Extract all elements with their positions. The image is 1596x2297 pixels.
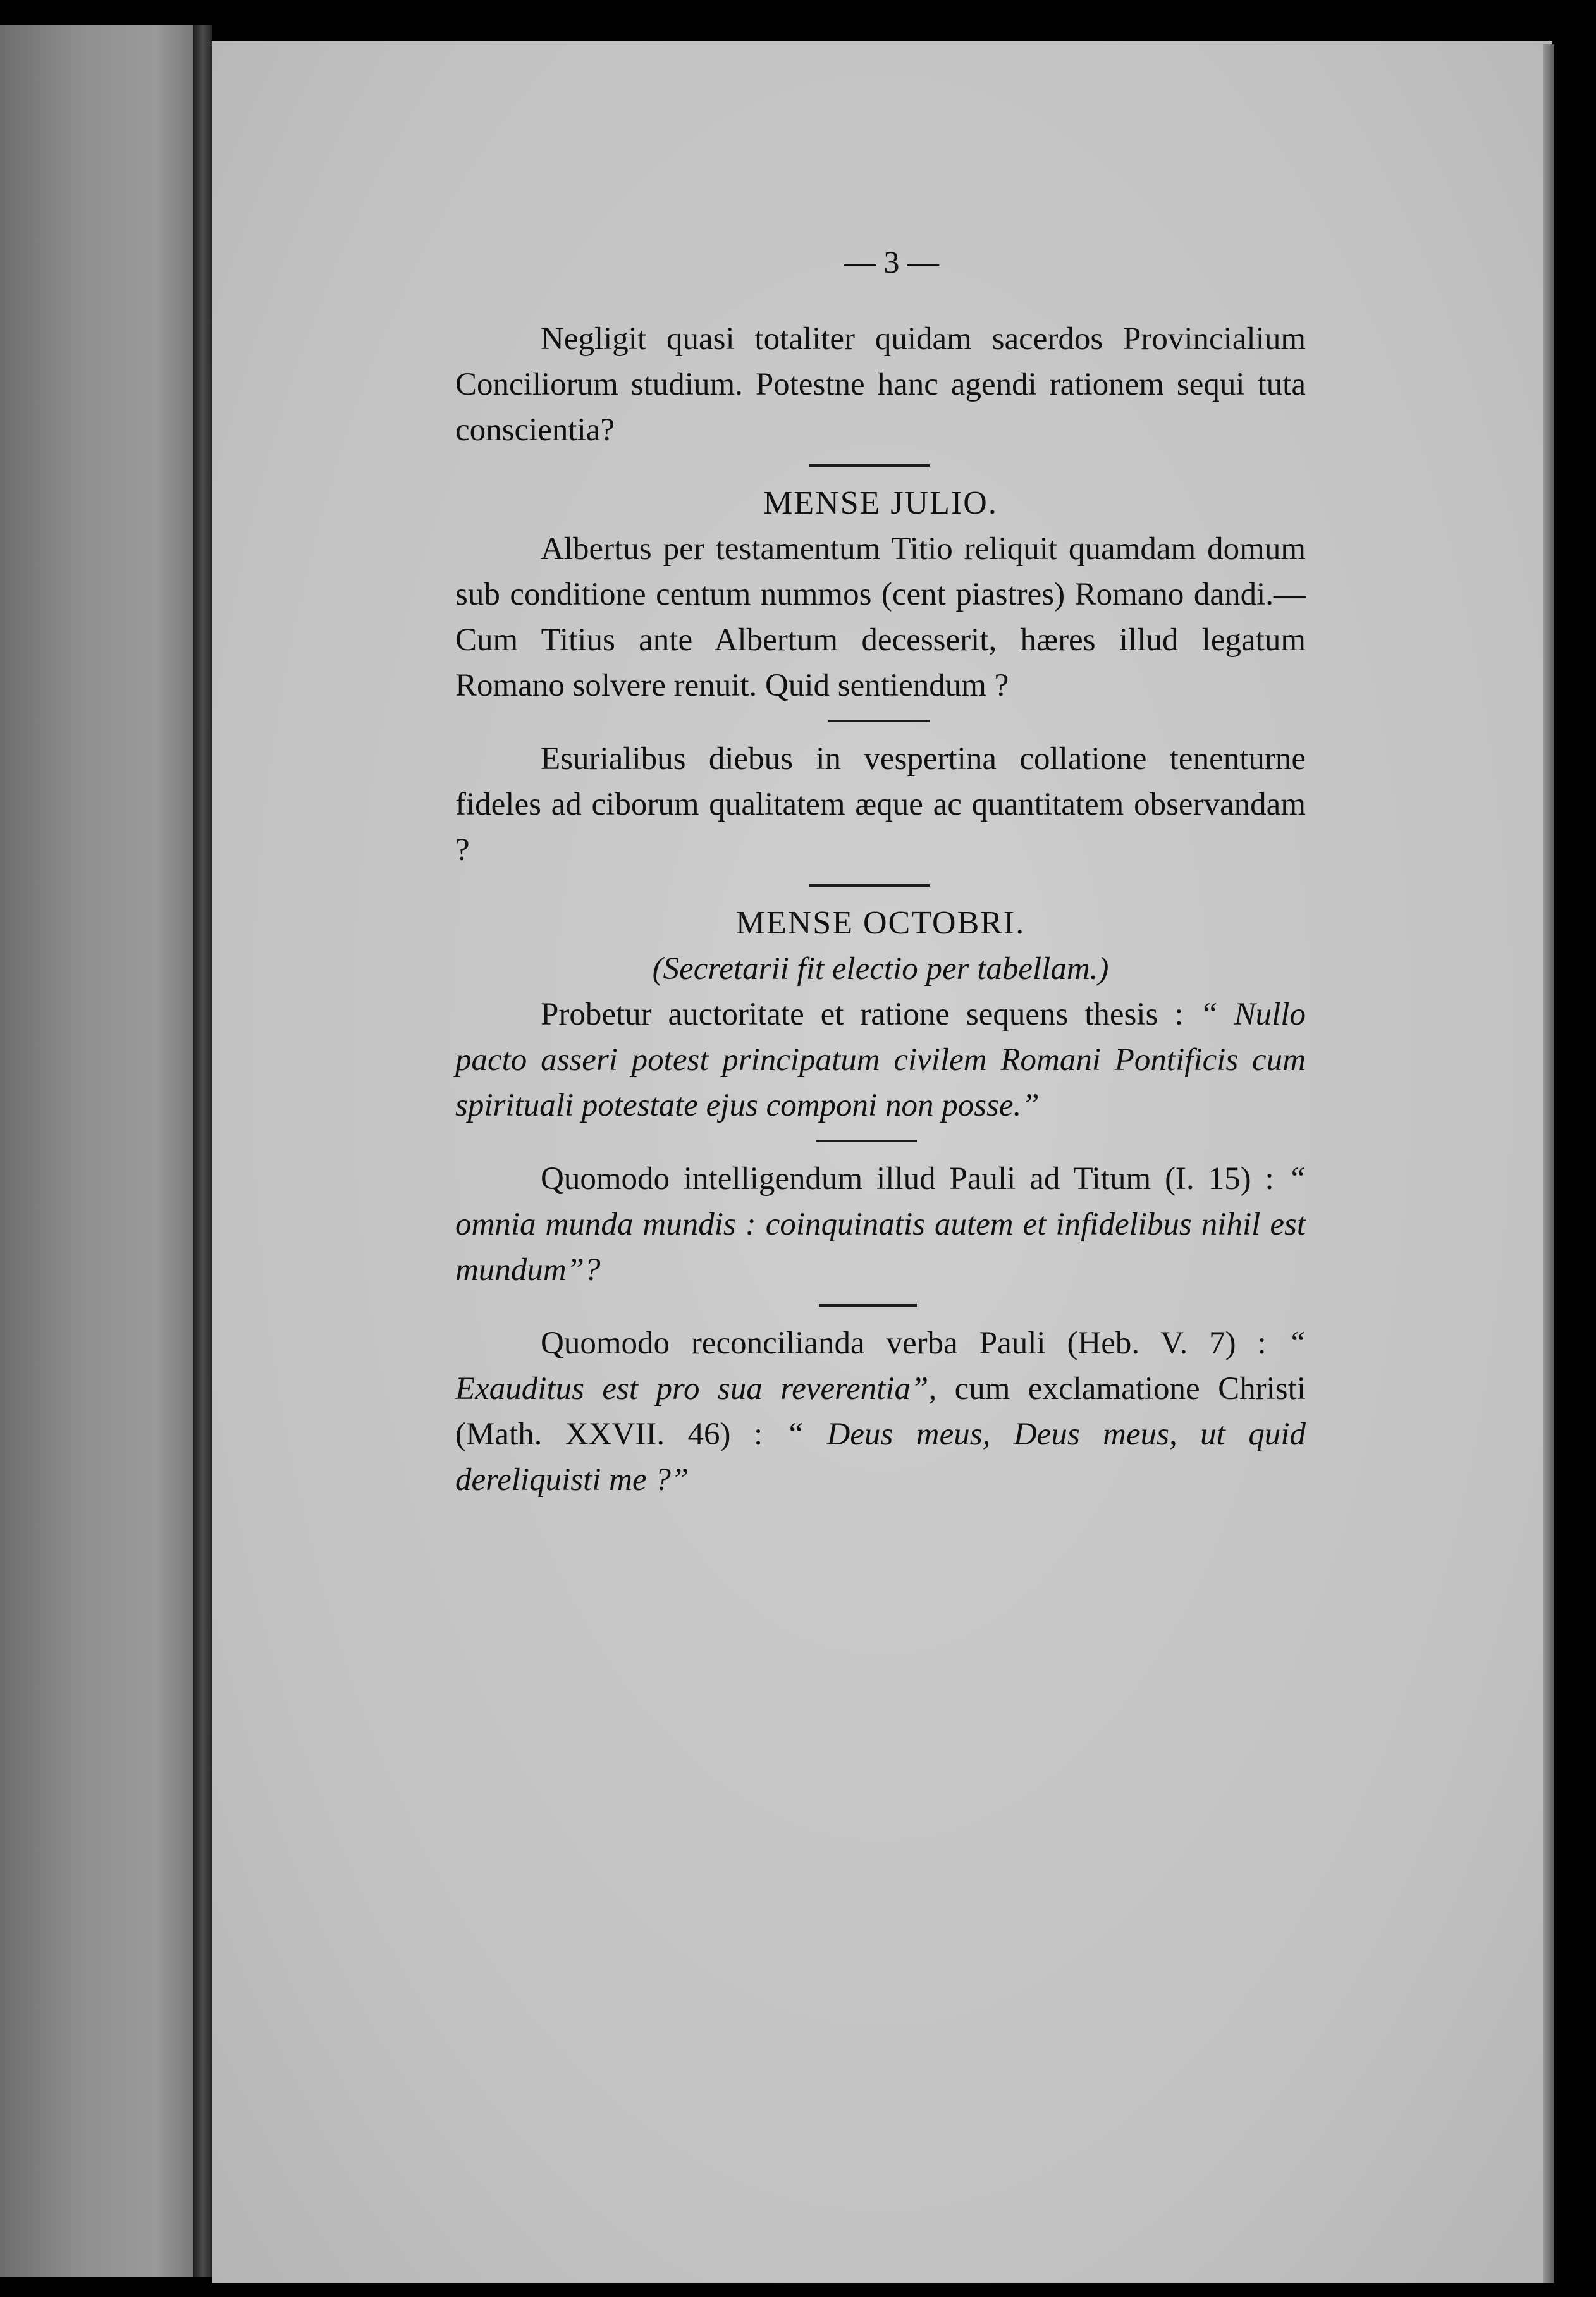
previous-page-edge — [0, 25, 193, 2277]
page-text — [455, 316, 1306, 1503]
page-number: — 3 — — [844, 244, 939, 280]
paragraph-pauli-heb — [455, 1321, 1306, 1503]
heading-mense-octobri: MENSE OCTOBRI. — [735, 905, 1026, 941]
paragraph-pauli-ad-titum — [455, 1156, 1306, 1293]
subheading-secretarii: (Secretarii fit electio per tabellam.) — [652, 951, 1109, 987]
divider — [819, 1304, 917, 1307]
paragraph-provincial-councils: Negligit quasi totaliter quidam sacerdos Provincialium Conciliorum studium. Potestne hanc agendi rationem sequi tuta conscientia? — [455, 321, 1306, 448]
paragraph-esurialibus: Esurialibus diebus in vespertina collatione tenenturne fideles ad ciborum qualitatem æque ac quantitatem observandam ? — [455, 741, 1306, 868]
thesis-intro: Probetur auctoritate et ratione sequens thesis : — [541, 997, 1184, 1032]
divider — [809, 464, 930, 467]
thesis-quote: “ Nullo pacto asseri potest principatum civilem Romani Pontificis cum spirituali potestate ejus componi non posse.” — [455, 997, 1306, 1123]
page-right-edge — [1543, 44, 1554, 2283]
heading-mense-julio: MENSE JULIO. — [763, 485, 998, 521]
heb-middle: cum exclamatione Christi (Math. XXVII. 46) : — [455, 1371, 1306, 1452]
divider — [816, 1140, 917, 1142]
heb-intro: Quomodo reconcilianda verba Pauli (Heb. V. 7) : — [541, 1326, 1267, 1361]
heb-quote-2: “ Deus meus, Deus meus, ut quid dereliquisti me ?” — [455, 1417, 1306, 1498]
paragraph-thesis — [455, 992, 1306, 1128]
divider — [828, 720, 930, 722]
heb-quote-1: “ Exauditus est pro sua reverentia”, — [455, 1326, 1306, 1407]
titus-intro: Quomodo intelligendum illud Pauli ad Titum (I. 15) : — [541, 1161, 1274, 1197]
book-gutter — [193, 25, 212, 2277]
titus-quote: “ omnia munda mundis : coinquinatis autem et infidelibus nihil est mundum”? — [455, 1161, 1306, 1288]
paragraph-albertus-testament: Albertus per testamentum Titio reliquit quamdam domum sub conditione centum nummos (cent piastres) Romano dandi.—Cum Titius ante Albertum decesserit, hæres illud legatum Romano solvere renuit. Quid sentiendum ? — [455, 531, 1306, 703]
divider — [809, 884, 930, 887]
